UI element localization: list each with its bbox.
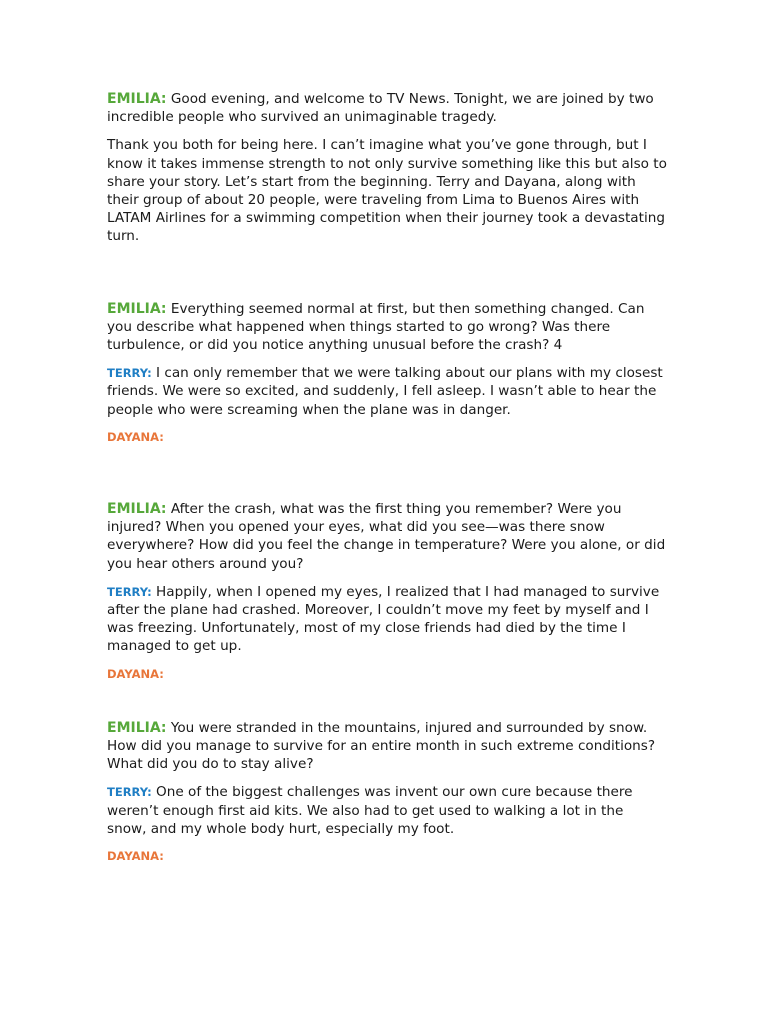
speaker-dayana: DAYANA: bbox=[107, 849, 164, 864]
q1-terry-text: I can only remember that we were talking about our plans with my closest friends. We were so excited, and suddenly, I fell asleep. I wasn’t able to hear the people who were screaming when the plane was in danger. bbox=[107, 365, 663, 418]
q3-emilia bbox=[107, 719, 667, 774]
q3-emilia-text: You were stranded in the mountains, injured and surrounded by snow. How did you manage to survive for an entire month in such extreme conditions? What did you do to stay alive? bbox=[107, 719, 656, 773]
q2-dayana bbox=[107, 665, 667, 683]
speaker-emilia: EMILIA: bbox=[107, 719, 167, 736]
intro-paragraph: Thank you both for being here. I can’t imagine what you’ve gone through, but I know it takes immense strength to not only survive something like this but also to share your story. Let’s start from the beginning. Terry and Dayana, along with their group of about 20 people, were traveling from Lima to Buenos Aires with LATAM Airlines for a swimming competition when their journey took a devastating turn. bbox=[107, 137, 667, 245]
q2-emilia bbox=[107, 500, 667, 573]
q3-dayana bbox=[107, 847, 667, 865]
speaker-emilia: EMILIA: bbox=[107, 300, 167, 317]
speaker-dayana: DAYANA: bbox=[107, 429, 164, 444]
document-page bbox=[107, 90, 667, 865]
speaker-terry: TERRY: bbox=[107, 366, 152, 381]
speaker-dayana: DAYANA: bbox=[107, 666, 164, 681]
q1-emilia bbox=[107, 300, 667, 355]
q3-terry-text: One of the biggest challenges was invent our own cure because there weren’t enough first aid kits. We also had to get used to walking a lot in the snow, and my whole body hurt, especially my foot. bbox=[107, 784, 633, 837]
q2-emilia-text: After the crash, what was the first thing you remember? Were you injured? When you opened your eyes, what did you see—was there snow everywhere? How did you feel the change in temperature? Were you alone, or did you hear others around you? bbox=[107, 501, 666, 572]
q2-terry-text: Happily, when I opened my eyes, I realized that I had managed to survive after the plane had crashed. Moreover, I couldn’t move my feet by myself and I was freezing. Unfortunately, most of my close friends had died by the time I managed to get up. bbox=[107, 583, 660, 655]
speaker-emilia: EMILIA: bbox=[107, 501, 167, 518]
q2-terry bbox=[107, 583, 667, 656]
speaker-emilia: EMILIA: bbox=[107, 91, 167, 107]
q1-terry bbox=[107, 364, 667, 419]
intro-line bbox=[107, 90, 667, 126]
speaker-terry: TERRY: bbox=[107, 584, 152, 599]
q1-dayana bbox=[107, 428, 667, 446]
q3-terry bbox=[107, 783, 667, 838]
q1-emilia-text: Everything seemed normal at first, but then something changed. Can you describe what happened when things started to go wrong? Was there turbulence, or did you notice anything unusual before the crash? 4 bbox=[107, 300, 645, 354]
intro-text: Good evening, and welcome to TV News. Tonight, we are joined by two incredible people who survived an unimaginable tragedy. bbox=[107, 91, 654, 126]
speaker-terry: TERRY: bbox=[107, 785, 152, 800]
